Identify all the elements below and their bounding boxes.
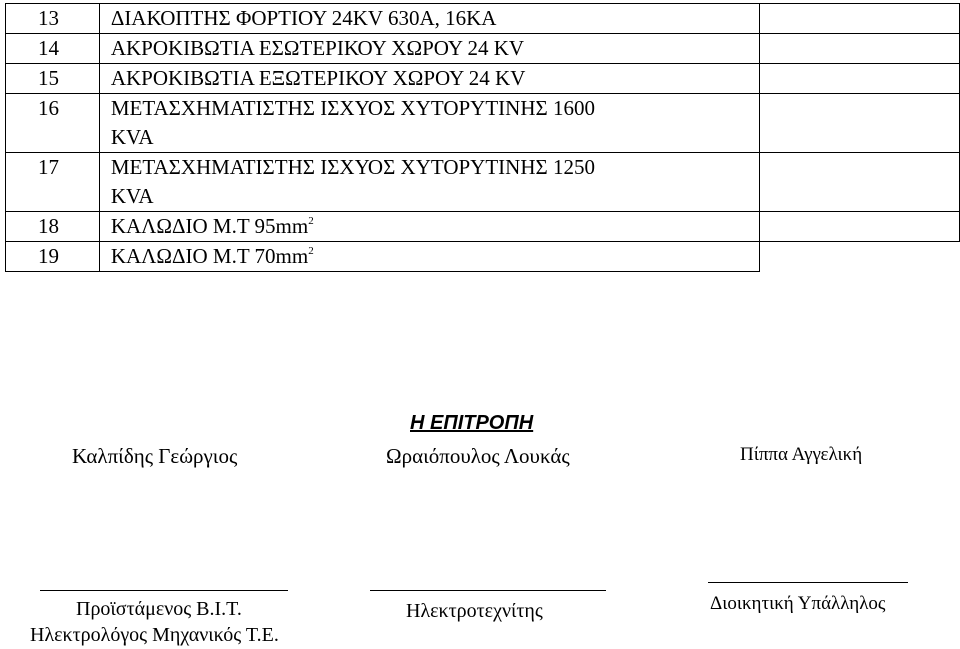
member-name: Καλπίδης Γεώργιος <box>72 444 238 468</box>
equipment-table <box>5 3 960 272</box>
committee-title: Η ΕΠΙΤΡΟΠΗ <box>410 412 534 434</box>
superscript: 2 <box>308 215 314 227</box>
row-description: ΑΚΡΟΚΙΒΩΤΙΑ ΕΞΩΤΕΡΙΚΟΥ ΧΩΡΟΥ 24 KV <box>99 64 759 94</box>
row-description: ΚΑΛΩΔΙΟ Μ.Τ $70mm^2$ <box>99 242 759 272</box>
row-number: 18 <box>6 212 100 242</box>
member-role: Ηλεκτροτεχνίτης <box>406 600 543 622</box>
row-description: ΜΕΤΑΣΧΗΜΑΤΙΣΤΗΣ ΙΣΧΥΟΣ ΧΥΤΟΡΥΤΙΝΗΣ 1600 KVA <box>99 94 759 153</box>
table-row <box>6 64 960 94</box>
signature-line <box>370 590 606 591</box>
member-name: Ωραιόπουλος Λουκάς <box>386 444 570 468</box>
row-number: 17 <box>6 153 100 212</box>
member-role: Ηλεκτρολόγος Μηχανικός Τ.Ε. <box>30 624 279 646</box>
row-description: ΚΑΛΩΔΙΟ Μ.Τ $95mm^2$ <box>99 212 759 242</box>
member-name: Πίππα Αγγελική <box>740 444 863 465</box>
empty-cell <box>759 94 959 153</box>
member-role: Διοικητική Υπάλληλος <box>710 593 886 614</box>
row-number: 19 <box>6 242 100 272</box>
empty-cell <box>759 34 959 64</box>
row-number: 15 <box>6 64 100 94</box>
empty-cell <box>759 242 959 272</box>
table-row <box>6 4 960 34</box>
table-row <box>6 212 960 242</box>
member-role: Προϊστάμενος Β.Ι.Τ. <box>76 598 242 620</box>
empty-cell <box>759 4 959 34</box>
empty-cell <box>759 212 959 242</box>
superscript: 2 <box>308 245 314 257</box>
table-row <box>6 153 960 212</box>
row-description: ΜΕΤΑΣΧΗΜΑΤΙΣΤΗΣ ΙΣΧΥΟΣ ΧΥΤΟΡΥΤΙΝΗΣ 1250 KVA <box>99 153 759 212</box>
signature-line <box>40 590 288 591</box>
signature-line <box>708 582 908 583</box>
table-row <box>6 94 960 153</box>
row-number: 13 <box>6 4 100 34</box>
row-description: ΑΚΡΟΚΙΒΩΤΙΑ ΕΣΩΤΕΡΙΚΟΥ ΧΩΡΟΥ 24 KV <box>99 34 759 64</box>
empty-cell <box>759 153 959 212</box>
row-description: ΔΙΑΚΟΠΤΗΣ ΦΟΡΤΙΟΥ 24KV 630A, 16KA <box>99 4 759 34</box>
table-row <box>6 242 960 272</box>
empty-cell <box>759 64 959 94</box>
row-number: 16 <box>6 94 100 153</box>
row-number: 14 <box>6 34 100 64</box>
table-row <box>6 34 960 64</box>
